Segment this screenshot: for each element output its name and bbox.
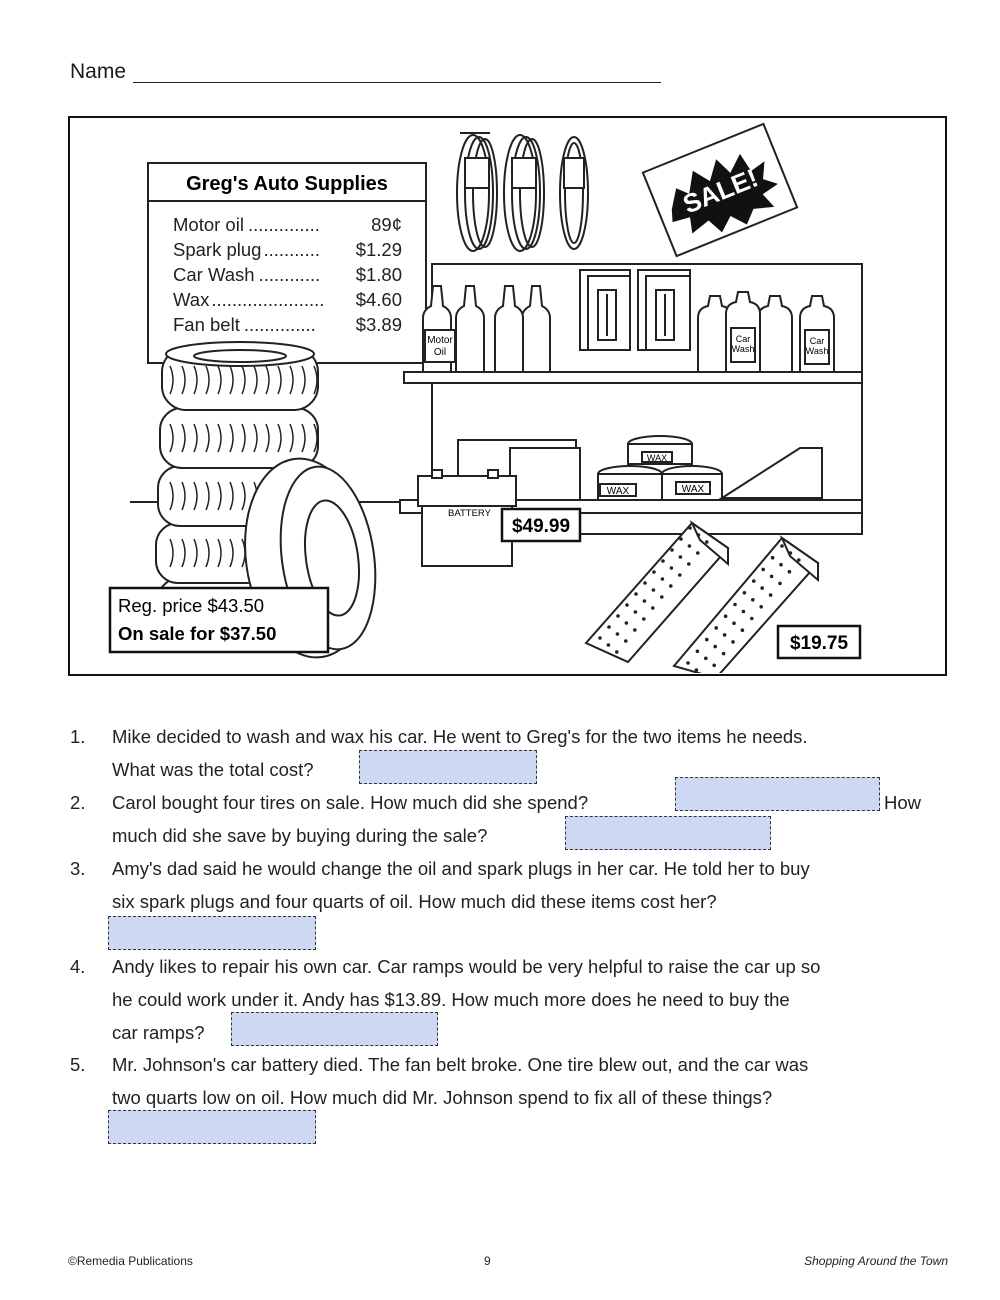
- ramp-hole: [643, 581, 647, 585]
- ramp-hole: [704, 657, 708, 661]
- ramp-hole: [712, 664, 716, 668]
- car-wash-label: Wash: [805, 346, 829, 356]
- wax-label: WAX: [681, 484, 705, 495]
- oil-label: Oil: [433, 347, 447, 358]
- motor-oil-bottles: [423, 286, 550, 372]
- question-text: car ramps?: [112, 1022, 205, 1043]
- ramp-hole: [769, 593, 773, 597]
- ramp-hole: [661, 577, 665, 581]
- ramp-hole: [732, 621, 736, 625]
- question-number: 3.: [70, 858, 86, 879]
- car-wash-label: Wash: [731, 344, 755, 354]
- price-list-item: Fan belt .............. $3.89: [173, 314, 402, 335]
- store-scene-svg: [70, 118, 944, 673]
- price-list-item: Motor oil .............. 89¢: [173, 214, 402, 235]
- ramp-hole: [696, 650, 700, 654]
- ramp-hole: [642, 617, 646, 621]
- ramp-hole: [760, 586, 764, 590]
- ramp-hole: [607, 643, 611, 647]
- ramp-hole: [724, 614, 728, 618]
- ramp-hole: [733, 603, 737, 607]
- ramp-hole: [615, 650, 619, 654]
- ramp-hole: [695, 668, 699, 672]
- ramp-hole: [751, 598, 755, 602]
- ramp-hole: [607, 625, 611, 629]
- ramp-hole: [651, 606, 655, 610]
- name-label: Name: [70, 60, 127, 83]
- answer-box-5[interactable]: [108, 1110, 316, 1144]
- price-list-item: Car Wash ............ $1.80: [173, 264, 402, 285]
- ramp-hole: [678, 573, 682, 577]
- ramp-hole: [687, 562, 691, 566]
- footer-publisher: ©Remedia Publications: [68, 1254, 193, 1268]
- ramp-hole: [661, 559, 665, 563]
- ramp-hole: [741, 628, 745, 632]
- ramp-hole: [660, 595, 664, 599]
- ramp-hole: [625, 603, 629, 607]
- question-text: two quarts low on oil. How much did Mr. Johnson spend to fix all of these things?: [112, 1087, 773, 1108]
- question-text: Amy's dad said he would change the oil and spark plugs in her car. He told her to buy: [112, 858, 810, 879]
- price-list-item: Wax ...................... $4.60: [173, 289, 402, 310]
- ramp-hole: [723, 633, 727, 637]
- ramp-hole: [686, 661, 690, 665]
- oil-label: Motor: [427, 335, 453, 346]
- question-text: Carol bought four tires on sale. How much did she spend?: [112, 792, 589, 813]
- fan-belts: [457, 133, 588, 251]
- car-wash-label: Car: [735, 334, 751, 344]
- ramp-hole: [634, 610, 638, 614]
- ramp-hole: [616, 632, 620, 636]
- sale-sign-text: SALE!: [678, 162, 763, 220]
- car-wash-label: Car: [809, 336, 825, 346]
- tire-sale-price: On sale for $37.50: [118, 623, 277, 644]
- ramps-price: $19.75: [789, 633, 849, 654]
- answer-box-3[interactable]: [108, 916, 316, 950]
- ramp-hole: [652, 588, 656, 592]
- question-text: much did she save by buying during the sale?: [112, 825, 488, 846]
- tire-reg-price: Reg. price $43.50: [118, 595, 265, 616]
- ramp-hole: [770, 575, 774, 579]
- store-illustration: [68, 116, 947, 676]
- wax-label: WAX: [606, 486, 630, 497]
- footer-book-title: Shopping Around the Town: [804, 1254, 948, 1268]
- price-list-item: Spark plug ........... $1.29: [173, 239, 402, 260]
- ramp-hole: [697, 533, 701, 537]
- ramp-hole: [679, 555, 683, 559]
- question-number: 4.: [70, 956, 86, 977]
- question-text: six spark plugs and four quarts of oil. How much did these items cost her?: [112, 891, 717, 912]
- ramp-hole: [722, 652, 726, 656]
- answer-box-2b[interactable]: [565, 816, 771, 850]
- ramp-hole: [778, 582, 782, 586]
- question-text: he could work under it. Andy has $13.89. How much more does he need to buy the: [112, 989, 790, 1010]
- ramp-hole: [633, 628, 637, 632]
- ramp-hole: [669, 584, 673, 588]
- question-text: Andy likes to repair his own car. Car ramps would be very helpful to raise the car up so: [112, 956, 821, 977]
- question-text: How: [884, 792, 922, 813]
- answer-box-2a[interactable]: [675, 777, 880, 811]
- ramp-hole: [789, 551, 793, 555]
- car-wash-bottles: [698, 292, 834, 372]
- question-number: 5.: [70, 1054, 86, 1075]
- ramp-hole: [743, 591, 747, 595]
- wax-label: WAX: [646, 453, 668, 463]
- ramp-hole: [742, 610, 746, 614]
- ramp-hole: [752, 579, 756, 583]
- answer-box-4[interactable]: [231, 1012, 438, 1046]
- name-line[interactable]: [133, 82, 661, 83]
- question-text: What was the total cost?: [112, 759, 314, 780]
- ramp-hole: [634, 592, 638, 596]
- ramp-hole: [788, 570, 792, 574]
- battery-label: BATTERY: [448, 508, 491, 519]
- ramp-hole: [797, 558, 801, 562]
- ramp-hole: [643, 599, 647, 603]
- ramp-hole: [714, 626, 718, 630]
- ramp-hole: [771, 556, 775, 560]
- spark-plug-packages: [580, 270, 690, 350]
- footer-page-number: 9: [484, 1254, 491, 1268]
- ramp-hole: [670, 566, 674, 570]
- ramp-hole: [780, 544, 784, 548]
- store-title: Greg's Auto Supplies: [186, 173, 388, 195]
- ramp-hole: [688, 526, 692, 530]
- question-number: 2.: [70, 792, 86, 813]
- answer-box-1[interactable]: [359, 750, 537, 784]
- ramp-hole: [731, 640, 735, 644]
- sale-sign: [643, 124, 797, 256]
- ramp-hole: [598, 636, 602, 640]
- ramp-hole: [616, 614, 620, 618]
- question-number: 1.: [70, 726, 86, 747]
- ramp-hole: [705, 540, 709, 544]
- ramp-hole: [624, 639, 628, 643]
- question-text: Mr. Johnson's car battery died. The fan belt broke. One tire blew out, and the car was: [112, 1054, 809, 1075]
- ramp-hole: [688, 544, 692, 548]
- ramp-hole: [652, 570, 656, 574]
- ramp-hole: [759, 605, 763, 609]
- ramp-hole: [779, 563, 783, 567]
- ramp-hole: [713, 645, 717, 649]
- ramp-hole: [750, 617, 754, 621]
- upper-shelf: [404, 372, 862, 383]
- battery-price: $49.99: [511, 516, 571, 537]
- question-text: Mike decided to wash and wax his car. He went to Greg's for the two items he needs.: [112, 726, 808, 747]
- ramp-hole: [696, 551, 700, 555]
- ramp-hole: [705, 638, 709, 642]
- ramp-hole: [679, 537, 683, 541]
- ramp-hole: [670, 548, 674, 552]
- ramp-hole: [761, 568, 765, 572]
- ramp-hole: [625, 621, 629, 625]
